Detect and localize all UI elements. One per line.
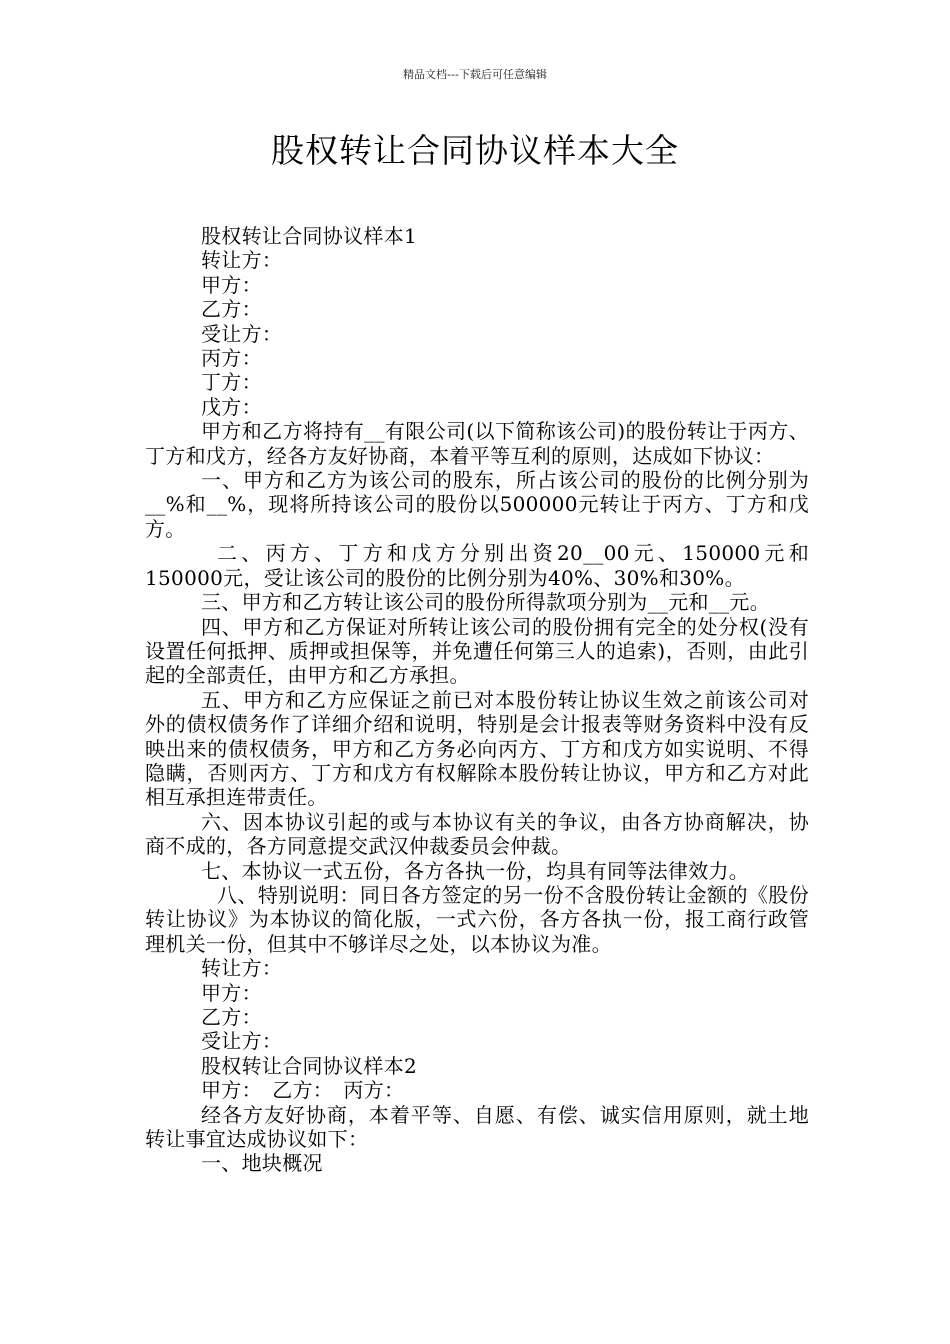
- clause-1: 一、甲方和乙方为该公司的股东，所占该公司的股份的比例分别为__%和__%，现将所持该公司的股份以500000元转让于丙方、丁方和戊方。: [145, 468, 809, 541]
- party-line: 转让方：: [201, 248, 283, 273]
- subheading-land: 一、地块概况: [201, 1151, 323, 1176]
- signature-line: 受让方：: [201, 1029, 283, 1054]
- intro-paragraph: 甲方和乙方将持有__有限公司(以下简称该公司)的股份转让于丙方、丁方和戊方，经各方友好协商，本着平等互利的原则，达成如下协议：: [145, 419, 809, 468]
- party-line: 丙方：: [201, 346, 262, 371]
- clause-6: 六、因本协议引起的或与本协议有关的争议，由各方协商解决，协商不成的，各方同意提交武汉仲裁委员会仲裁。: [145, 809, 809, 859]
- party-line: 丁方：: [201, 370, 262, 395]
- party-line: 甲方：: [201, 272, 262, 297]
- section-heading-1: 股权转让合同协议样本1: [201, 224, 418, 248]
- party-line: 受让方：: [201, 321, 283, 346]
- intro-paragraph-2: 经各方友好协商，本着平等、自愿、有偿、诚实信用原则，就土地转让事宜达成协议如下：: [145, 1102, 809, 1152]
- signature-line: 乙方：: [201, 1005, 262, 1029]
- clause-8: 八、特别说明：同日各方签定的另一份不含股份转让金额的《股份转让协议》为本协议的简化版，一式六份，各方各执一份，报工商行政管理机关一份，但其中不够详尽之处，以本协议为准。: [145, 882, 809, 956]
- clause-2: 二、丙方、丁方和戊方分别出资20__00元、150000元和150000元，受让该公司的股份的比例分别为40%、30%和30%。: [145, 541, 809, 590]
- signature-line: 转让方：: [201, 956, 283, 981]
- clause-7: 七、本协议一式五份，各方各执一份，均具有同等法律效力。: [201, 858, 750, 883]
- party-line: 乙方：: [201, 297, 262, 322]
- document-body: [145, 224, 809, 1176]
- clause-3: 三、甲方和乙方转让该公司的股份所得款项分别为__元和__元。: [201, 590, 770, 615]
- party-line: 甲方： 乙方： 丙方：: [201, 1078, 405, 1103]
- party-line: 戊方：: [201, 394, 262, 419]
- page-header: 精品文档---下载后可任意编辑: [403, 68, 547, 81]
- section-heading-2: 股权转让合同协议样本2: [201, 1053, 418, 1078]
- clause-4: 四、甲方和乙方保证对所转让该公司的股份拥有完全的处分权(没有设置任何抵押、质押或担保等，并免遭任何第三人的追索)，否则，由此引起的全部责任，由甲方和乙方承担。: [145, 614, 809, 688]
- document-title: 股权转让合同协议样本大全: [271, 131, 679, 170]
- signature-line: 甲方：: [201, 980, 262, 1005]
- clause-5: 五、甲方和乙方应保证之前已对本股份转让协议生效之前该公司对外的债权债务作了详细介绍和说明，特别是会计报表等财务资料中没有反映出来的债权债务，甲方和乙方务必向丙方、丁方和戊方如实说明、不得隐瞒，否则丙方、丁方和戊方有权解除本股份转让协议，甲方和乙方对此相互承担连带责任。: [145, 687, 809, 810]
